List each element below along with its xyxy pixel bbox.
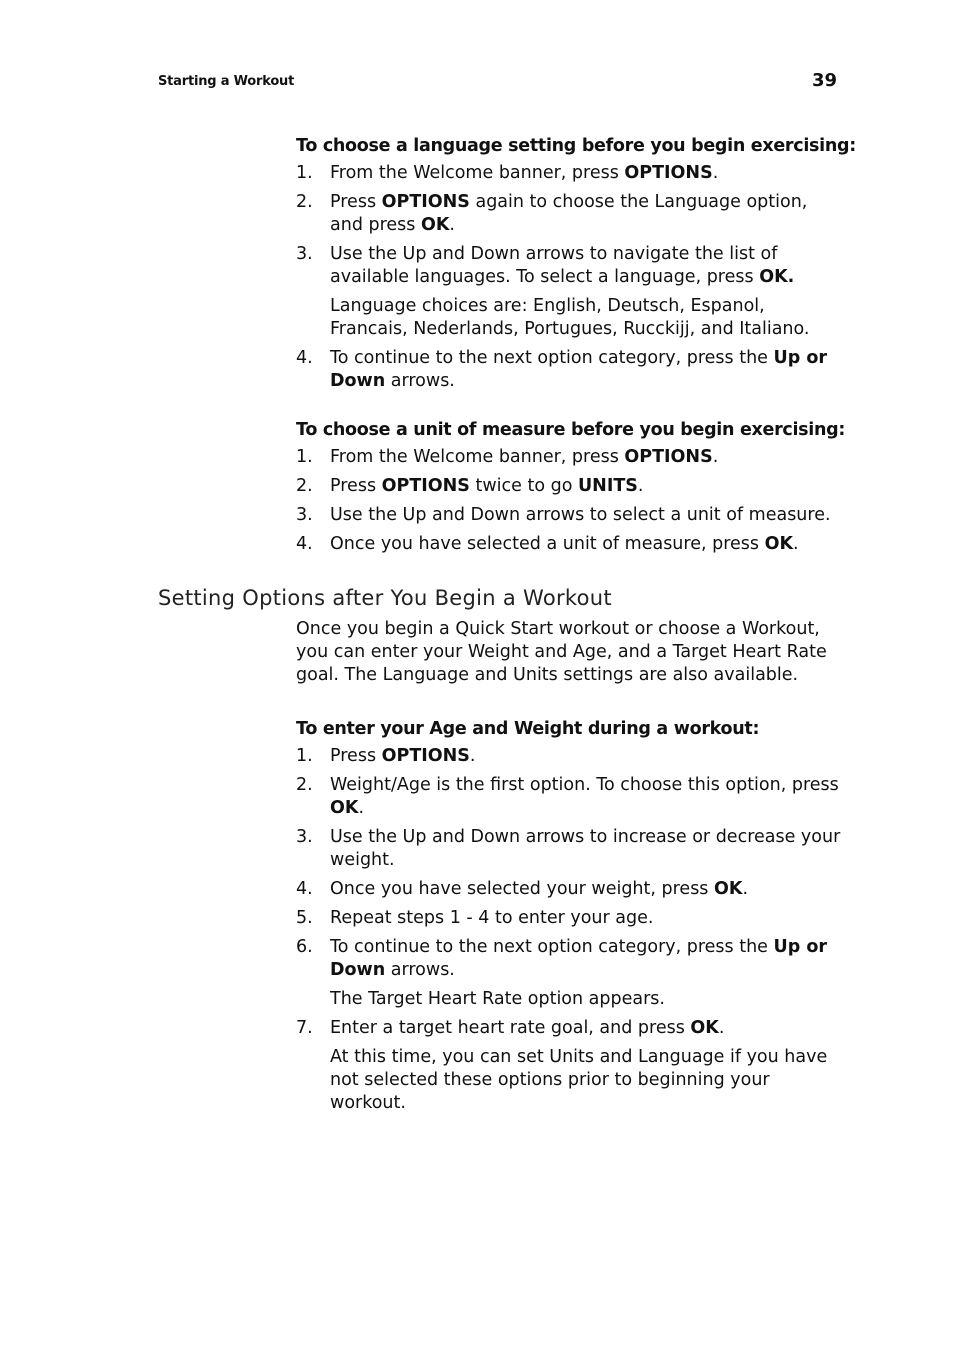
step-number: 6. [296, 937, 313, 957]
procedure-title: To choose a unit of measure before you begin exercising: [296, 420, 846, 440]
key-label: OK [330, 798, 359, 818]
step-item [296, 243, 841, 341]
key-label: UNITS [577, 476, 638, 496]
steps-list [296, 162, 841, 393]
step-text: Once you have selected a unit of measure, press [330, 534, 765, 554]
step-text: Once you have selected your weight, press [330, 879, 714, 899]
key-label: Up or Down [330, 348, 827, 391]
step-number: 4. [296, 534, 313, 554]
step-number: 1. [296, 163, 313, 183]
key-label: OK [690, 1018, 719, 1038]
step-number: 4. [296, 348, 313, 368]
step-number: 1. [296, 447, 313, 467]
step-item [296, 907, 841, 930]
key-label: OK. [759, 267, 795, 287]
step-text: . [637, 476, 644, 496]
step-item [296, 745, 841, 768]
step-text: again to choose the Language option, and press [330, 192, 808, 235]
key-label: OK [714, 879, 743, 899]
step-number: 2. [296, 192, 313, 212]
step-item [296, 878, 841, 901]
step-text: Repeat steps 1 - 4 to enter your age. [330, 908, 654, 928]
step-text: arrows. [385, 960, 455, 980]
step-text: . [712, 163, 719, 183]
key-label: OPTIONS [624, 447, 713, 467]
step-text: Press [330, 746, 382, 766]
key-label: Up or Down [330, 937, 827, 980]
step-number: 3. [296, 244, 313, 264]
step-number: 3. [296, 505, 313, 525]
step-text: . [469, 746, 476, 766]
step-number: 2. [296, 476, 313, 496]
step-text: . [712, 447, 719, 467]
procedure-title: To choose a language setting before you begin exercising: [296, 136, 856, 156]
step-text: Use the Up and Down arrows to select a unit of measure. [330, 505, 831, 525]
step-text: . [358, 798, 365, 818]
key-label: OPTIONS [381, 746, 470, 766]
step-text: Press [330, 192, 382, 212]
step-note: At this time, you can set Units and Language if you have not selected these options prior to beginning your workout. [330, 1047, 828, 1113]
step-note: Language choices are: English, Deutsch, Espanol, Francais, Nederlands, Portugues, Rucckijj, and Italiano. [330, 296, 810, 339]
key-label: OK [764, 534, 794, 554]
language-procedure [296, 135, 856, 399]
step-text: twice to go [469, 476, 578, 496]
step-item [296, 347, 841, 393]
step-number: 4. [296, 879, 313, 899]
step-item [296, 936, 841, 1011]
step-text: Use the Up and Down arrows to increase or decrease your weight. [330, 827, 841, 870]
step-item [296, 826, 841, 872]
key-label: OPTIONS [381, 476, 470, 496]
step-text: To continue to the next option category, press the [330, 937, 774, 957]
step-number: 7. [296, 1018, 313, 1038]
steps-list [296, 446, 841, 556]
procedure-title: To enter your Age and Weight during a workout: [296, 719, 760, 739]
step-item [296, 191, 841, 237]
step-text: To continue to the next option category, press the [330, 348, 774, 368]
step-number: 5. [296, 908, 313, 928]
step-text: arrows. [385, 371, 455, 391]
step-number: 1. [296, 746, 313, 766]
key-label: OPTIONS [381, 192, 470, 212]
section-heading: Setting Options after You Begin a Workout [158, 586, 612, 610]
step-text: From the Welcome banner, press [330, 163, 625, 183]
step-item [296, 475, 841, 498]
step-text: . [742, 879, 749, 899]
step-item [296, 504, 841, 527]
step-item [296, 446, 841, 469]
step-item [296, 162, 841, 185]
age-weight-procedure [296, 718, 841, 1121]
key-label: OPTIONS [624, 163, 713, 183]
step-text: . [718, 1018, 725, 1038]
running-head: Starting a Workout [158, 74, 295, 89]
steps-list [296, 745, 841, 1115]
step-note: The Target Heart Rate option appears. [330, 989, 665, 1009]
step-text: Press [330, 476, 382, 496]
key-label: OK [420, 215, 450, 235]
page-number: 39 [811, 70, 837, 91]
step-item [296, 533, 841, 556]
units-procedure [296, 419, 846, 562]
step-number: 3. [296, 827, 313, 847]
step-text: . [793, 534, 799, 554]
step-number: 2. [296, 775, 313, 795]
step-text: Enter a target heart rate goal, and press [330, 1018, 691, 1038]
step-item [296, 1017, 841, 1115]
section-intro [296, 618, 841, 687]
step-text: . [449, 215, 455, 235]
step-item [296, 774, 841, 820]
step-text: Weight/Age is the first option. To choose this option, press [330, 775, 839, 795]
step-text: Use the Up and Down arrows to navigate the list of available languages. To select a language, press [330, 244, 778, 287]
step-text: From the Welcome banner, press [330, 447, 625, 467]
intro-paragraph: Once you begin a Quick Start workout or choose a Workout, you can enter your Weight and Age, and a Target Heart Rate goal. The Language and Units settings are also available. [296, 619, 827, 685]
